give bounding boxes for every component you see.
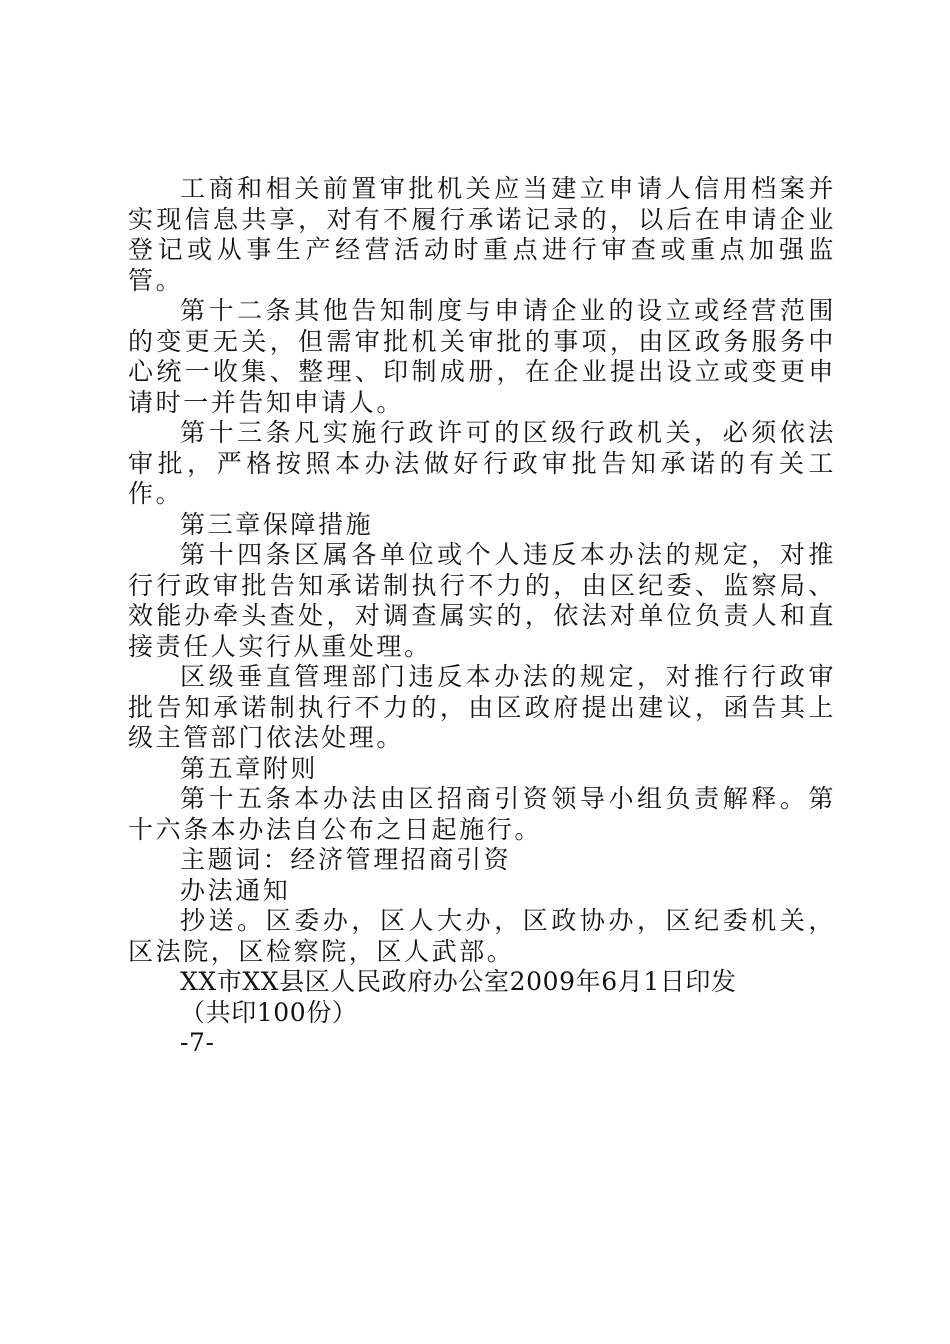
vertical-management-paragraph: 区级垂直管理部门违反本办法的规定，对推行行政审批告知承诺制执行不力的，由区政府提出建议，函告其上级主管部门依法处理。 xyxy=(128,662,836,752)
copies-line: （共印100份） xyxy=(180,997,358,1027)
cc-recipients: 抄送。区委办，区人大办，区政协办，区纪委机关，区法院，区检察院，区人武部。 xyxy=(128,906,836,966)
article-14-paragraph: 第十四条区属各单位或个人违反本办法的规定，对推行行政审批告知承诺制执行不力的，由区纪委、监察局、效能办牵头查处，对调查属实的，依法对单位负责人和直接责任人实行从重处理。 xyxy=(128,540,836,661)
article-12-paragraph: 第十二条其他告知制度与申请企业的设立或经营范围的变更无关，但需审批机关审批的事项，由区政务服务中心统一收集、整理、印制成册，在企业提出设立或变更申请时一并告知申请人。 xyxy=(128,296,836,417)
chapter-3-heading: 第三章保障措施 xyxy=(180,509,374,539)
page-number: -7- xyxy=(180,1028,215,1057)
document-type: 办法通知 xyxy=(180,875,291,905)
body-paragraph-credit-archive: 工商和相关前置审批机关应当建立申请人信用档案并实现信息共享，对有不履行承诺记录的，以后在申请企业登记或从事生产经营活动时重点进行审查或重点加强监管。 xyxy=(128,174,836,295)
article-13-paragraph: 第十三条凡实施行政许可的区级行政机关，必须依法审批，严格按照本办法做好行政审批告知承诺的有关工作。 xyxy=(128,418,836,508)
subject-words: 主题词：经济管理招商引资 xyxy=(180,845,512,874)
issuer-line: XX市XX县区人民政府办公室2009年6月1日印发 xyxy=(180,967,737,996)
chapter-5-heading: 第五章附则 xyxy=(180,753,319,783)
article-15-16-paragraph: 第十五条本办法由区招商引资领导小组负责解释。第十六条本办法自公布之日起施行。 xyxy=(128,784,836,844)
document-page xyxy=(128,174,836,1059)
